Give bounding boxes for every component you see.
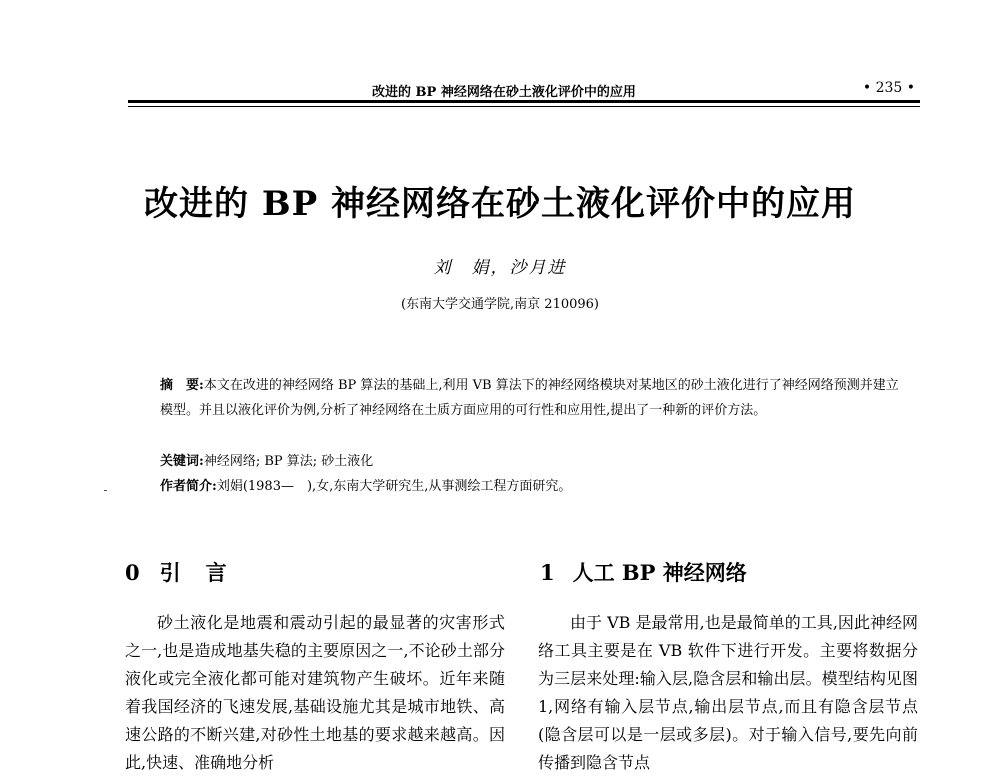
authors: 刘 娟，沙月进	[433, 258, 567, 278]
body-paragraph-bp-network: 由于 VB 是最常用,也是最简单的工具,因此神经网络工具主要是在 VB 软件下进行开发。主要将数据分为三层来处理:输入层,隐含层和输出层。模型结构见图 1,网络有输入层节点,输出层节点,而且有隐含层节点(隐含层可以是一层或多层)。对于输入信号,要先向前传播到隐含节点	[538, 613, 918, 772]
running-head-title: 改进的 BP 神经网络在砂土液化评价中的应用	[372, 85, 636, 100]
margin-mark	[104, 490, 107, 491]
section-title: 引 言	[159, 560, 229, 585]
section-number: 1	[540, 560, 555, 585]
author-intro-text: 刘娟(1983— ),女,东南大学研究生,从事测绘工程方面研究。	[216, 479, 572, 494]
page-number: • 235 •	[862, 80, 915, 96]
abstract-label: 摘 要:	[160, 378, 204, 393]
section-heading-introduction	[125, 557, 229, 587]
header-rule-thin	[128, 106, 920, 107]
keywords-text: 神经网络; BP 算法; 砂土液化	[203, 454, 374, 469]
header-rule-thick	[128, 100, 920, 103]
abstract	[160, 373, 900, 423]
section-heading-bp-network	[540, 557, 747, 587]
keywords	[160, 450, 920, 469]
abstract-text: 本文在改进的神经网络 BP 算法的基础上,利用 VB 算法下的神经网络模块对某地区的砂土液化进行了神经网络预测并建立模型。并且以液化评价为例,分析了神经网络在土质方面应用的可行性和应用性,提出了一种新的评价方法。	[160, 378, 899, 418]
keywords-label: 关键词:	[160, 454, 204, 469]
paper-title: 改进的 BP 神经网络在砂土液化评价中的应用	[144, 184, 856, 224]
author-intro-label: 作者简介:	[160, 479, 217, 494]
affiliation: (东南大学交通学院,南京 210096)	[400, 297, 600, 312]
section-number: 0	[125, 560, 142, 585]
author-intro	[160, 475, 920, 494]
section-title: 人工 BP 神经网络	[572, 560, 747, 585]
body-paragraph-introduction: 砂土液化是地震和震动引起的最显著的灾害形式之一,也是造成地基失稳的主要原因之一,不论砂土部分液化或完全液化都可能对建筑物产生破坏。近年来随着我国经济的飞速发展,基础设施尤其是城市地铁、高速公路的不断兴建,对砂性土地基的要求越来越高。因此,快速、准确地分析	[125, 613, 505, 772]
